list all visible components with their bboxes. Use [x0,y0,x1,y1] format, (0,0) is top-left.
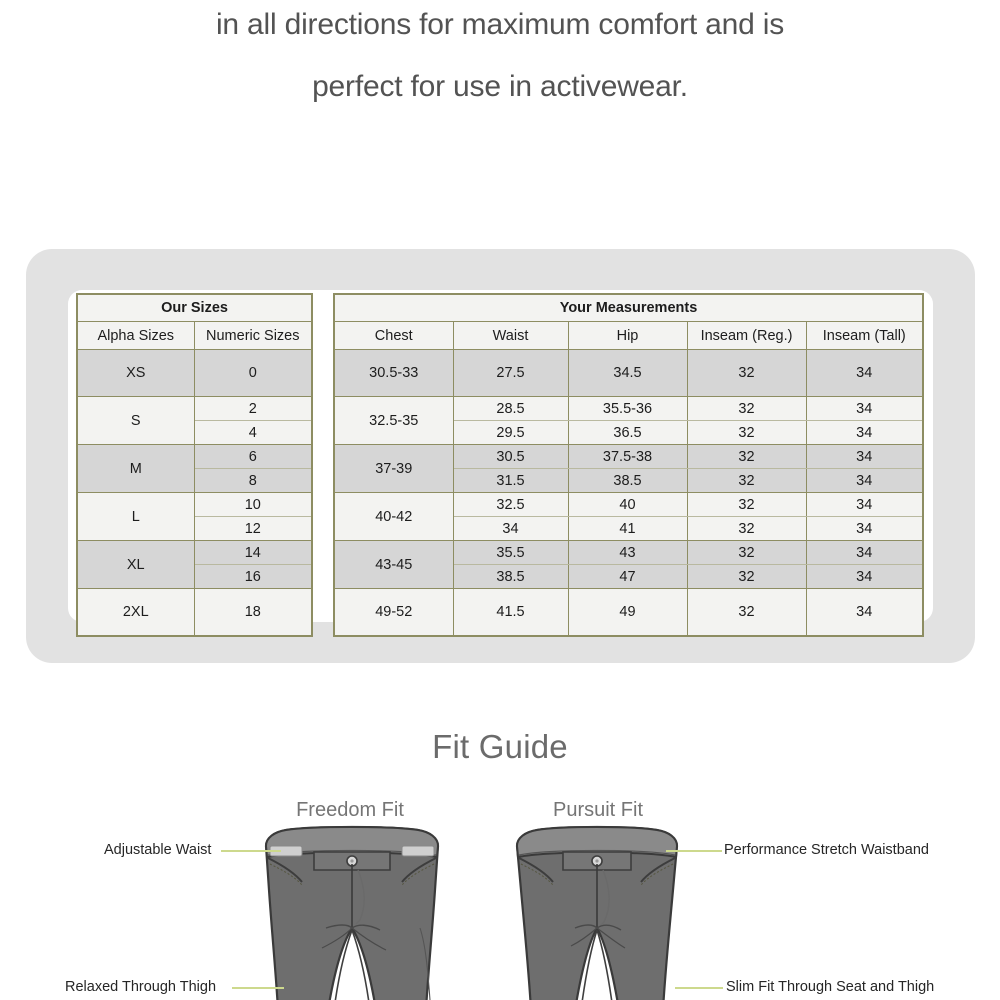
numeric-size-cell: 10 [194,493,312,517]
table-row [334,589,923,637]
numeric-size-cell: 6 [194,445,312,469]
inseam-tall-cell: 34 [806,397,923,421]
pants-illustration-freedom [252,824,452,1000]
inseam-reg-cell: 32 [687,445,806,469]
callout-performance-stretch-waistband: Performance Stretch Waistband [724,842,929,858]
alpha-size-cell: XS [77,350,194,397]
your-measurements-col-3: Inseam (Reg.) [687,322,806,350]
numeric-size-cell: 14 [194,541,312,565]
inseam-reg-cell: 32 [687,350,806,397]
numeric-size-cell: 8 [194,469,312,493]
inseam-tall-cell: 34 [806,493,923,517]
waist-cell: 38.5 [453,565,568,589]
your-measurements-col-0: Chest [334,322,453,350]
our-sizes-title: Our Sizes [77,294,312,322]
your-measurements-table [333,293,924,637]
waist-cell: 31.5 [453,469,568,493]
inseam-tall-cell: 34 [806,541,923,565]
hip-cell: 47 [568,565,687,589]
callout-relaxed-through-thigh: Relaxed Through Thigh [65,979,217,995]
intro-paragraph [0,0,1000,118]
callout-slim-fit-seat-thigh: Slim Fit Through Seat and Thigh [726,979,935,995]
alpha-size-cell: XL [77,541,194,589]
waist-cell: 34 [453,517,568,541]
inseam-tall-cell: 34 [806,469,923,493]
table-row [77,350,312,397]
waist-cell: 29.5 [453,421,568,445]
your-measurements-title: Your Measurements [334,294,923,322]
chest-cell: 43-45 [334,541,453,589]
leader-line-slim-fit [675,987,723,989]
inseam-tall-cell: 34 [806,517,923,541]
inseam-reg-cell: 32 [687,397,806,421]
alpha-size-cell: 2XL [77,589,194,637]
chest-cell: 40-42 [334,493,453,541]
table-row [77,493,312,517]
callout-adjustable-waist: Adjustable Waist [104,842,212,858]
chest-cell: 49-52 [334,589,453,637]
waist-cell: 27.5 [453,350,568,397]
alpha-size-cell: L [77,493,194,541]
table-header-row [334,322,923,350]
our-sizes-col-1: Numeric Sizes [194,322,312,350]
inseam-tall-cell: 34 [806,421,923,445]
table-row [334,493,923,517]
leader-line-relaxed-thigh [232,987,284,989]
numeric-size-cell: 18 [194,589,312,637]
table-row [77,397,312,421]
inseam-tall-cell: 34 [806,589,923,637]
chest-cell: 37-39 [334,445,453,493]
fit-guide-title: Fit Guide [432,728,568,765]
table-row [77,445,312,469]
hip-cell: 38.5 [568,469,687,493]
your-measurements-col-2: Hip [568,322,687,350]
inseam-tall-cell: 34 [806,565,923,589]
alpha-size-cell: M [77,445,194,493]
waist-cell: 32.5 [453,493,568,517]
numeric-size-cell: 16 [194,565,312,589]
our-sizes-table [76,293,313,637]
your-measurements-col-1: Waist [453,322,568,350]
waist-cell: 30.5 [453,445,568,469]
alpha-size-cell: S [77,397,194,445]
hip-cell: 40 [568,493,687,517]
numeric-size-cell: 0 [194,350,312,397]
waist-cell: 41.5 [453,589,568,637]
table-row [334,445,923,469]
intro-line-2: perfect for use in activewear. [312,70,688,103]
inseam-tall-cell: 34 [806,445,923,469]
inseam-tall-cell: 34 [806,350,923,397]
inseam-reg-cell: 32 [687,589,806,637]
numeric-size-cell: 12 [194,517,312,541]
waist-cell: 35.5 [453,541,568,565]
hip-cell: 34.5 [568,350,687,397]
inseam-reg-cell: 32 [687,493,806,517]
fit-name-pursuit: Pursuit Fit [552,799,644,821]
table-row [334,541,923,565]
our-sizes-col-0: Alpha Sizes [77,322,194,350]
table-row [77,541,312,565]
intro-line-1: in all directions for maximum comfort and is [215,8,785,41]
leader-line-adjustable-waist [221,850,281,852]
leader-line-performance-waistband [666,850,722,852]
hip-cell: 36.5 [568,421,687,445]
waist-cell: 28.5 [453,397,568,421]
inseam-reg-cell: 32 [687,541,806,565]
table-title-row [77,294,312,322]
table-title-row [334,294,923,322]
inseam-reg-cell: 32 [687,421,806,445]
hip-cell: 37.5-38 [568,445,687,469]
table-row [334,350,923,397]
inseam-reg-cell: 32 [687,469,806,493]
chest-cell: 30.5-33 [334,350,453,397]
fit-name-freedom: Freedom Fit [296,799,404,821]
numeric-size-cell: 2 [194,397,312,421]
inseam-reg-cell: 32 [687,565,806,589]
table-row [334,397,923,421]
hip-cell: 35.5-36 [568,397,687,421]
table-row [77,589,312,637]
hip-cell: 43 [568,541,687,565]
your-measurements-col-4: Inseam (Tall) [806,322,923,350]
numeric-size-cell: 4 [194,421,312,445]
hip-cell: 41 [568,517,687,541]
hip-cell: 49 [568,589,687,637]
table-header-row [77,322,312,350]
inseam-reg-cell: 32 [687,517,806,541]
chest-cell: 32.5-35 [334,397,453,445]
